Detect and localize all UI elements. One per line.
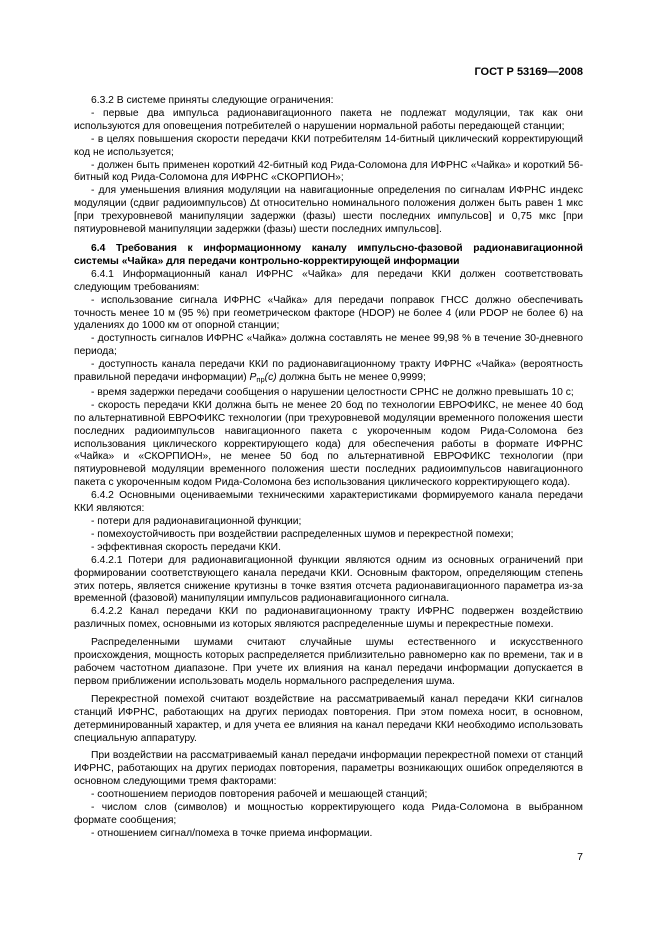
- probability-subscript: пр: [256, 375, 265, 385]
- section-6-4-2-intro: 6.4.2 Основными оцениваемыми техническими характеристиками формируемого канала передачи ККИ являются:: [74, 490, 583, 515]
- list-item: - первые два импульса радионавигационного пакета не подлежат модуляции, так как они используются для оповещения потребителей о нарушении нормальной работы передающей станции;: [74, 107, 583, 132]
- section-6-3-2-intro: 6.3.2 В системе приняты следующие ограничения:: [91, 95, 334, 106]
- probability-text-c: должна быть не менее 0,9999;: [276, 372, 426, 384]
- list-item: - эффективная скорость передачи ККИ.: [91, 541, 281, 553]
- section-6-4-1-intro: 6.4.1 Информационный канал ИФРНС «Чайка» для передачи ККИ должен соответствовать следующим требованиям:: [74, 268, 583, 293]
- section-6-4-heading: 6.4 Требования к информационному каналу импульсно-фазовой радионавигационной системы «Чайка» для передачи контрольно-корректирующей информации: [74, 242, 583, 267]
- document-body: [74, 95, 583, 841]
- list-item: - для уменьшения влияния модуляции на навигационные определения по сигналам ИФРНС индекс модуляции (сдвиг радиоимпульсов) Δt относительно номинального положения должен быть равен 1 мкс [при трехуровневой манипуляции задержки (фазы) шести последних импульсов] и 0,75 мкс [при пятиуровневой манипуляции задержки (фазы) шести последних импульсов].: [74, 185, 583, 236]
- list-item: - соотношением периодов повторения рабочей и мешающей станций;: [91, 789, 428, 801]
- list-item: - время задержки передачи сообщения о нарушении целостности СРНС не должно превышать 10 с;: [91, 386, 574, 398]
- list-item: - потери для радионавигационной функции;: [91, 516, 302, 527]
- list-item: - в целях повышения скорости передачи ККИ потребителям 14-битный циклический корректирующий код не используется;: [74, 133, 583, 158]
- list-item: - доступность сигналов ИФРНС «Чайка» должна составлять не менее 99,98 % в течение 30-дневного периода;: [74, 333, 583, 358]
- probability-arg: (c): [264, 372, 277, 384]
- list-item: - использование сигнала ИФРНС «Чайка» для передачи поправок ГНСС должно обеспечивать точность менее 10 м (95 %) при геометрическом факторе (HDOP) не более 4 (или PDOP не более 6) на удалениях до 1000 км от опорной станции;: [74, 294, 583, 332]
- paragraph-distributed-noise: Распределенными шумами считают случайные шумы естественного и искусственного происхождения, мощность которых распределяется приблизительно равномерно как по времени, так и в рабочем частотном диапазоне. При учете их влияния на канал передачи информации допускается в первом приближении использовать модель нормального распределения шума.: [74, 637, 583, 687]
- list-item: - помехоустойчивость при воздействии распределенных шумов и перекрестной помехи;: [91, 528, 514, 540]
- paragraph-factors: При воздействии на рассматриваемый канал передачи информации перекрестной помехи от станций ИФРНС, работающих на других периодах повторения, параметры возникающих ошибок определяются в основном следующими тремя факторами:: [74, 750, 583, 788]
- list-item: - отношением сигнал/помеха в точке приема информации.: [91, 827, 373, 839]
- list-item: - числом слов (символов) и мощностью корректирующего кода Рида-Соломона в выбранном формате сообщения;: [74, 802, 583, 826]
- list-item: - скорость передачи ККИ должна быть не менее 20 бод по технологии ЕВРОФИКС, не менее 40 бод по альтернативной ЕВРОФИКС технологии (при трехуровневой модуляции временного положения шести последних радиоимпульсов навигационного пакета с укороченным кодом Рида-Соломона без использования циклического корректирующего кода) для обеспечения работы в формате ИФРНС «Чайка» и «СКОРПИОН», не менее 50 бод по альтернативной ЕВРОФИКС технологии (при пятиуровневой модуляции временного положения шести последних радиоимпульсов навигационного пакета с укороченным кодом Рида-Соломона без использования циклического корректирующего кода).: [74, 399, 583, 489]
- probability-text-a: - доступность канала передачи ККИ по радионавигационному тракту ИФРНС «Чайка» (вероятность правильной передачи информации): [74, 359, 583, 384]
- document-header: ГОСТ Р 53169—2008: [474, 66, 583, 78]
- paragraph-cross-interference: Перекрестной помехой считают воздействие на рассматриваемый канал передачи ККИ сигналов станций ИФРНС, работающих на других периодах повторения. При этом помеха носит, в основном, детерминированный характер, и для учета ее влияния на канал передачи ККИ необходимо использовать специальную аппаратуру.: [74, 693, 583, 744]
- list-item: - должен быть применен короткий 42-битный код Рида-Соломона для ИФРНС «Чайка» и короткий 56-битный код Рида-Соломона для ИФРНС «СКОРПИОН»;: [74, 159, 583, 184]
- list-item-probability: [74, 359, 583, 387]
- section-6-4-2-1: 6.4.2.1 Потери для радионавигационной функции являются одним из основных ограничений при формировании соответствующего канала передачи ККИ. Основным фактором, определяющим степень этих потерь, является снижение крутизны в точке взятия отсчета радионавигационного параметра из-за временной (фазовой) манипуляции импульсов радионавигационного сигнала.: [74, 554, 583, 605]
- probability-symbol: P: [249, 372, 257, 384]
- page-number: 7: [577, 851, 583, 863]
- section-6-4-2-2: 6.4.2.2 Канал передачи ККИ по радионавигационному тракту ИФРНС подвержен воздействию различных помех, основными из которых являются распределенные шумы и перекрестные помехи.: [74, 606, 583, 631]
